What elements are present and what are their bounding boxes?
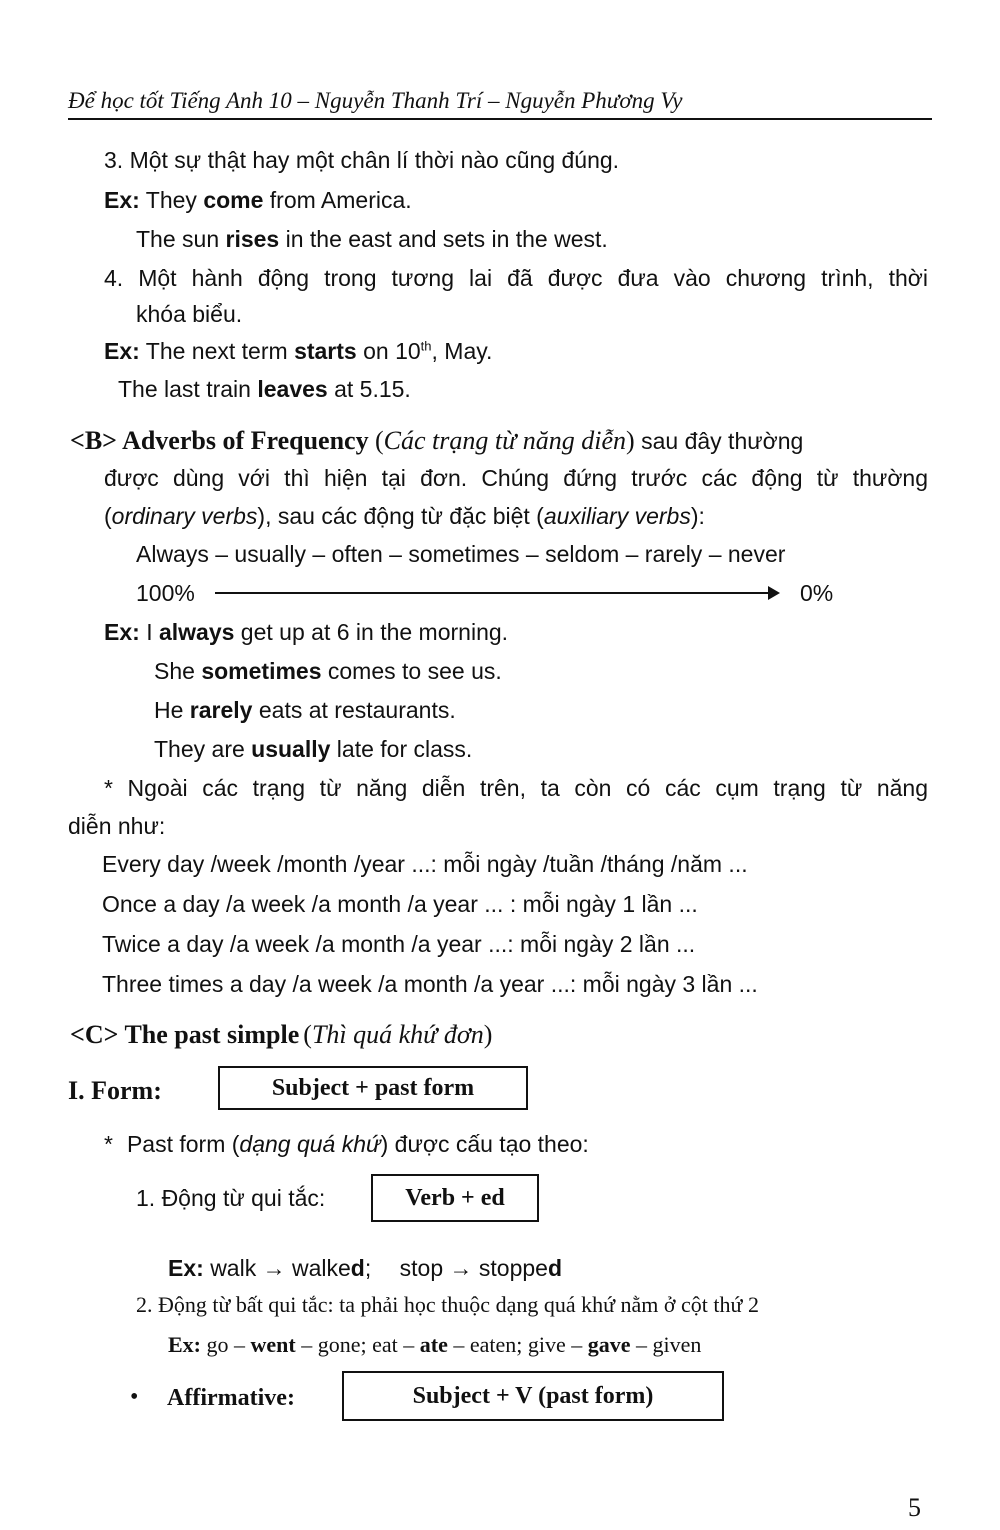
example-verb: starts bbox=[294, 338, 357, 364]
phrase-item: Three times a day /a week /a month /a year ...: mỗi ngày 3 lần ... bbox=[102, 971, 758, 997]
example-adverb: rarely bbox=[189, 697, 253, 723]
note-line1: * Ngoài các trạng từ năng diễn trên, ta còn có các cụm trạng từ năng bbox=[104, 775, 928, 801]
form-label: I. Form: bbox=[68, 1076, 162, 1105]
example-post: get up at 6 in the morning. bbox=[234, 619, 509, 645]
example-line: She sometimes comes to see us. bbox=[154, 658, 502, 684]
example-verb: leaves bbox=[257, 376, 328, 402]
example-post: on 10 bbox=[356, 338, 421, 364]
note-line2: diễn như: bbox=[68, 813, 166, 839]
section-b-heading bbox=[70, 426, 803, 456]
section-c-heading: <C> The past simple (Thì quá khứ đơn) bbox=[70, 1020, 493, 1049]
item-4-line1: 4. Một hành động trong tương lai đã được đưa vào chương trình, thời bbox=[104, 265, 928, 291]
phrase-item: Twice a day /a week /a month /a year ...: mỗi ngày 2 lần ... bbox=[102, 931, 696, 957]
example-line bbox=[104, 338, 492, 365]
adverbs-list: Always – usually – often – sometimes – seldom – rarely – never bbox=[136, 541, 786, 567]
item-4-line2: khóa biểu. bbox=[136, 301, 243, 327]
example-post: in the east and sets in the west. bbox=[279, 226, 608, 252]
example-pre: They bbox=[145, 187, 204, 213]
section-b-desc-line3: (ordinary verbs), sau các động từ đặc biệt (auxiliary verbs): bbox=[104, 503, 705, 529]
scale-right-label: 0% bbox=[800, 580, 834, 606]
example-verb: rises bbox=[225, 226, 280, 252]
ex-label: Ex: bbox=[104, 619, 140, 645]
paren: ( bbox=[374, 426, 384, 455]
form-box: Subject + past form bbox=[218, 1066, 528, 1110]
frequency-arrow bbox=[215, 592, 771, 594]
example-post: , May. bbox=[431, 338, 493, 364]
superscript: th bbox=[420, 338, 432, 354]
example-verb: come bbox=[203, 187, 264, 213]
section-b-title-vi: Các trạng từ năng diễn bbox=[383, 426, 627, 455]
example-pre: The last train bbox=[118, 376, 258, 402]
ex-label: Ex: bbox=[168, 1255, 204, 1281]
past-form-note: * Past form (dạng quá khứ) được cấu tạo theo: bbox=[104, 1131, 589, 1157]
term-auxiliary-verbs: auxiliary verbs bbox=[543, 503, 691, 529]
paren: ) bbox=[626, 426, 635, 455]
running-header: Để học tốt Tiếng Anh 10 – Nguyễn Thanh Trí – Nguyễn Phương Vy bbox=[68, 88, 683, 113]
ex-label: Ex: bbox=[168, 1332, 201, 1357]
item-3: 3. Một sự thật hay một chân lí thời nào cũng đúng. bbox=[104, 147, 620, 173]
example-adverb: sometimes bbox=[201, 658, 322, 684]
phrase-item: Every day /week /month /year ...: mỗi ngày /tuần /tháng /năm ... bbox=[102, 851, 748, 877]
bullet-icon: • bbox=[130, 1384, 139, 1410]
example-line bbox=[104, 619, 508, 646]
example-post: at 5.15. bbox=[327, 376, 411, 402]
section-b-title: <B> Adverbs of Frequency bbox=[70, 426, 369, 455]
example-pre: The sun bbox=[136, 226, 226, 252]
example-pre: The next term bbox=[145, 338, 295, 364]
section-c-title-vi: Thì quá khứ đơn bbox=[311, 1020, 484, 1049]
example-line: Ex: walk → walked; stop → stopped bbox=[168, 1255, 563, 1281]
page-number: 5 bbox=[908, 1493, 921, 1522]
affirmative-label: Affirmative: bbox=[167, 1385, 295, 1411]
example-line: They are usually late for class. bbox=[154, 736, 473, 762]
regular-verbs-box: Verb + ed bbox=[371, 1174, 539, 1222]
phrase-item: Once a day /a week /a month /a year ... : mỗi ngày 1 lần ... bbox=[102, 891, 698, 917]
example-line bbox=[118, 376, 411, 403]
scale-left-label: 100% bbox=[136, 580, 195, 606]
example-pre: I bbox=[146, 619, 159, 645]
term-past-form: dạng quá khứ bbox=[239, 1131, 381, 1157]
section-b-desc-line2: được dùng với thì hiện tại đơn. Chúng đứng trước các động từ thường bbox=[104, 465, 928, 491]
example-adverb: usually bbox=[251, 736, 331, 762]
ex-label: Ex: bbox=[104, 338, 140, 364]
ex-label: Ex: bbox=[104, 187, 140, 213]
irregular-verbs-label: 2. Động từ bất qui tắc: ta phải học thuộc dạng quá khứ nằm ở cột thứ 2 bbox=[136, 1292, 759, 1317]
example-line: He rarely eats at restaurants. bbox=[154, 697, 456, 723]
example-line: Ex: go – went – gone; eat – ate – eaten; give – gave – given bbox=[168, 1332, 702, 1357]
example-line bbox=[136, 226, 608, 253]
example-line bbox=[104, 187, 412, 214]
term-ordinary-verbs: ordinary verbs bbox=[111, 503, 258, 529]
section-b-desc: sau đây thường bbox=[634, 428, 804, 454]
arrow-head-icon bbox=[768, 586, 780, 600]
section-c-title: <C> The past simple bbox=[70, 1020, 300, 1049]
header-rule bbox=[68, 118, 932, 120]
affirmative-box: Subject + V (past form) bbox=[342, 1371, 724, 1421]
example-post: from America. bbox=[263, 187, 412, 213]
regular-verbs-label: 1. Động từ qui tắc: bbox=[136, 1185, 326, 1211]
example-adverb: always bbox=[158, 619, 235, 645]
